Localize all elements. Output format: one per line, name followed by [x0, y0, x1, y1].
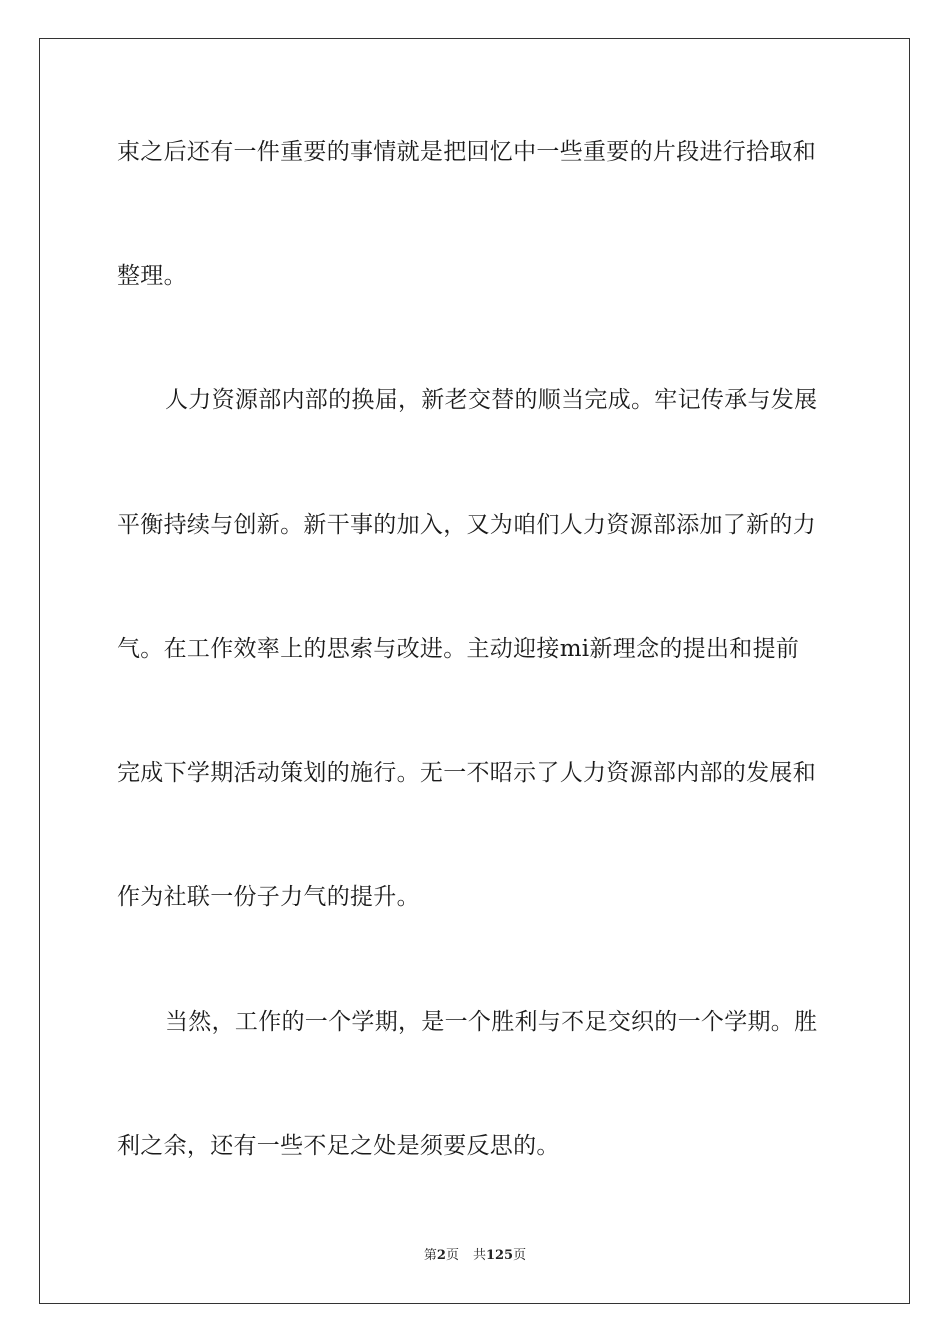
page-border	[39, 38, 910, 1304]
text-line-4: 平衡持续与创新。新干事的加入，又为咱们人力资源部添加了新的力	[117, 512, 816, 538]
page-prefix: 第	[423, 1248, 437, 1263]
text-line-2: 整理。	[117, 263, 187, 289]
text-line-3: 人力资源部内部的换届，新老交替的顺当完成。牢记传承与发展	[165, 387, 818, 413]
text-line-6: 完成下学期活动策划的施行。无一不昭示了人力资源部内部的发展和	[117, 760, 816, 786]
total-prefix: 共	[472, 1248, 486, 1263]
text-line-1: 束之后还有一件重要的事情就是把回忆中一些重要的片段进行拾取和	[117, 139, 816, 165]
total-pages-number: 125	[485, 1248, 514, 1263]
text-line-9: 利之余，还有一些不足之处是须要反思的。	[117, 1133, 560, 1159]
page-suffix: 页	[445, 1248, 459, 1263]
page-footer	[0, 1247, 950, 1265]
text-line-8: 当然，工作的一个学期，是一个胜利与不足交织的一个学期。胜	[165, 1009, 818, 1035]
text-line-7: 作为社联一份子力气的提升。	[117, 884, 420, 910]
current-page-number: 2	[436, 1248, 446, 1263]
text-line-5: 气。在工作效率上的思索与改进。主动迎接mi新理念的提出和提前	[117, 636, 800, 662]
total-suffix: 页	[513, 1248, 527, 1263]
